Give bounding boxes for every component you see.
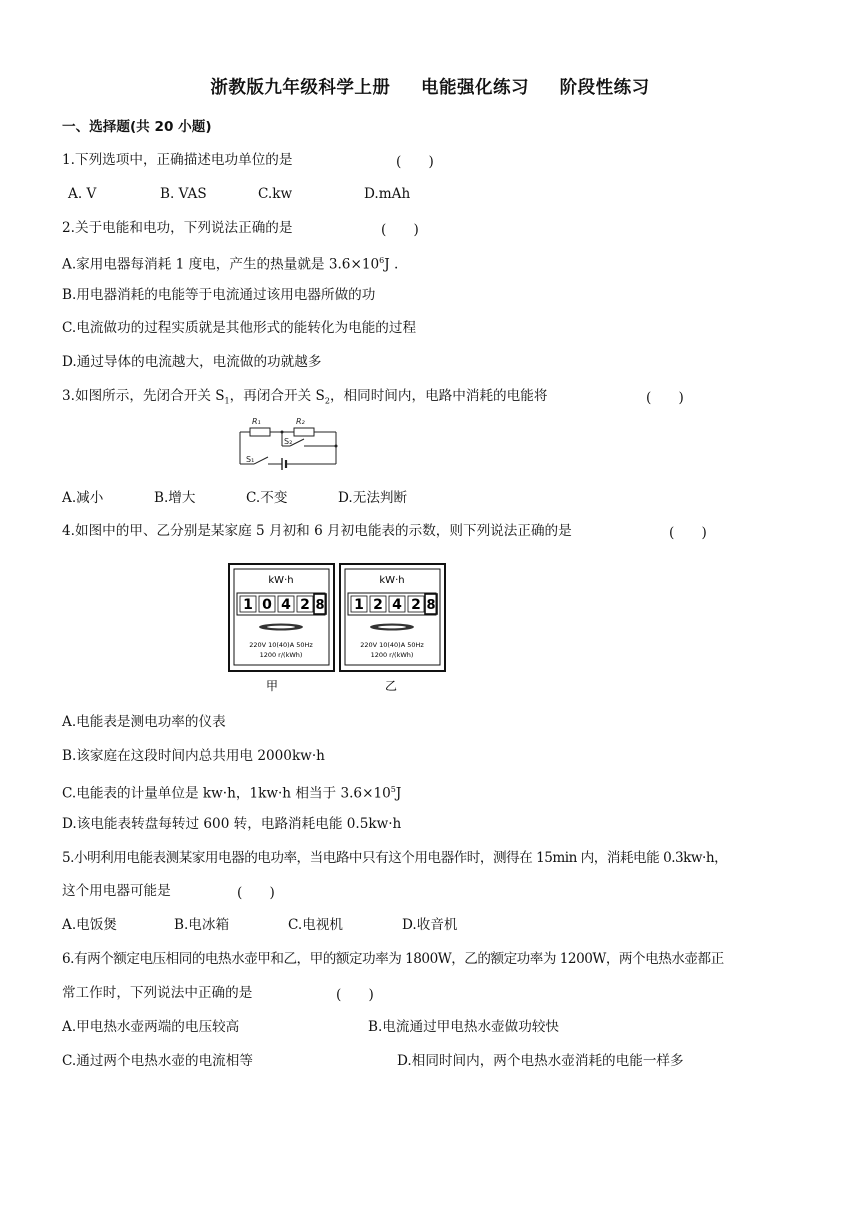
q1-option-a: A. V: [68, 186, 97, 202]
meter-yi-caption: 乙: [384, 679, 398, 693]
q2-option-c: C.电流做功的过程实质就是其他形式的能转化为电能的过程: [62, 320, 417, 336]
section-heading: 一、选择题(共 20 小题): [62, 119, 212, 135]
meter-yi-spec: 220V 10(40)A 50Hz: [360, 641, 424, 649]
q4-stem: 4.如图中的甲、乙分别是某家庭 5 月初和 6 月初电能表的示数，则下列说法正确的是: [62, 523, 572, 539]
meter-yi-digit: 2: [411, 597, 421, 613]
title-topic: 电能强化练习: [421, 78, 529, 98]
meter-yi-unit: kW·h: [379, 575, 405, 586]
q1-option-d: D.mAh: [364, 186, 411, 202]
resistor-r1: [250, 428, 270, 436]
q5-stem-line1: 5.小明利用电能表测某家用电器的电功率，当电路中只有这个用电器作时，测得在 15min 内，消耗电能 0.3kw·h，: [62, 850, 728, 866]
r1-label: R₁: [252, 417, 261, 426]
title-stage: 阶段性练习: [559, 78, 650, 98]
q5-option-c: C.电视机: [288, 917, 344, 933]
q4-option-d: D.该电能表转盘每转过 600 转，电路消耗电能 0.5kw·h: [62, 816, 402, 832]
q1-answer-paren: ( ): [396, 154, 434, 170]
q6-stem-line2: 常工作时，下列说法中正确的是: [62, 985, 253, 1001]
switch-s1: [254, 457, 268, 464]
meter-yi-digit: 1: [354, 597, 364, 613]
q3-option-d: D.无法判断: [338, 490, 408, 506]
q6-answer-paren: ( ): [336, 987, 374, 1003]
meter-jia-digit: 2: [300, 597, 310, 613]
q2-option-b: B.用电器消耗的电能等于电流通过该用电器所做的功: [62, 287, 376, 303]
meter-jia-unit: kW·h: [268, 575, 294, 586]
q6-option-a: A.甲电热水壶两端的电压较高: [62, 1019, 240, 1035]
q3-options: [62, 488, 407, 508]
q5-option-d: D.收音机: [402, 917, 458, 933]
meter-jia-digit: 4: [281, 597, 291, 613]
q3-option-a: A.减小: [62, 490, 104, 506]
q1-options: [68, 184, 410, 204]
q6-option-d: D.相同时间内，两个电热水壶消耗的电能一样多: [397, 1053, 684, 1069]
q3-option-b: B.增大: [154, 490, 196, 506]
q6-stem-line1: 6.有两个额定电压相同的电热水壶甲和乙，甲的额定功率为 1800W，乙的额定功率为 1200W，两个电热水壶都正: [62, 951, 724, 967]
q5-answer-paren: ( ): [237, 885, 275, 901]
q1-stem: 1.下列选项中，正确描述电功单位的是: [62, 152, 293, 168]
meter-yi-digit: 2: [373, 597, 383, 613]
q5-options: [62, 915, 458, 935]
q2-answer-paren: ( ): [381, 222, 419, 238]
q6-option-c: C.通过两个电热水壶的电流相等: [62, 1053, 253, 1069]
q4-option-b: B.该家庭在这段时间内总共用电 2000kw·h: [62, 748, 325, 764]
meter-jia-rev: 1200 r/(kWh): [259, 651, 303, 659]
meter-jia-caption: 甲: [265, 679, 279, 693]
meter-yi-rev: 1200 r/(kWh): [370, 651, 414, 659]
title-book: 浙教版九年级科学上册: [210, 78, 391, 98]
meter-yi-digit: 4: [392, 597, 402, 613]
s1-label: S₁: [246, 455, 255, 464]
meter-jia-digit: 0: [262, 597, 272, 613]
q3-answer-paren: ( ): [646, 390, 684, 406]
q6-option-b: B.电流通过甲电热水壶做功较快: [368, 1019, 560, 1035]
q3-option-c: C.不变: [246, 490, 288, 506]
q2-option-d: D.通过导体的电流越大，电流做的功就越多: [62, 354, 322, 370]
q5-stem-line2: 这个用电器可能是: [62, 883, 171, 899]
meter-jia-decimal-digit: 8: [315, 598, 325, 613]
s2-label: S₂: [284, 437, 293, 446]
q5-option-a: A.电饭煲: [62, 917, 117, 933]
page-title: [0, 74, 860, 99]
meter-yi-decimal-digit: 8: [426, 598, 436, 613]
q2-stem: 2.关于电能和电功，下列说法正确的是: [62, 220, 293, 236]
q5-option-b: B.电冰箱: [174, 917, 230, 933]
meter-jia: [229, 564, 334, 671]
meter-jia-spec: 220V 10(40)A 50Hz: [249, 641, 313, 649]
q4-option-c: C.电能表的计量单位是 kw·h，1kw·h 相当于 $3.6\times 10^5J$: [62, 785, 402, 802]
q4-option-a: A.电能表是测电功率的仪表: [62, 714, 226, 730]
meter-jia-digit: 1: [243, 597, 253, 613]
q1-option-b: B. VAS: [160, 186, 207, 202]
q3-stem: 3.如图所示，先闭合开关 $S_1$，再闭合开关 $S_2$，相同时间内，电路中消耗的电能将: [62, 388, 548, 406]
resistor-r2: [294, 428, 314, 436]
meter-figure: [228, 563, 450, 695]
q1-option-c: C.kw: [258, 186, 293, 202]
r2-label: R₂: [296, 417, 305, 426]
circuit-diagram: [232, 412, 344, 474]
q2-option-a: A.家用电器每消耗 1 度电，产生的热量就是 $3.6\times 10^6J$ .: [62, 256, 399, 273]
q4-answer-paren: ( ): [669, 525, 707, 541]
meter-yi: [340, 564, 445, 671]
